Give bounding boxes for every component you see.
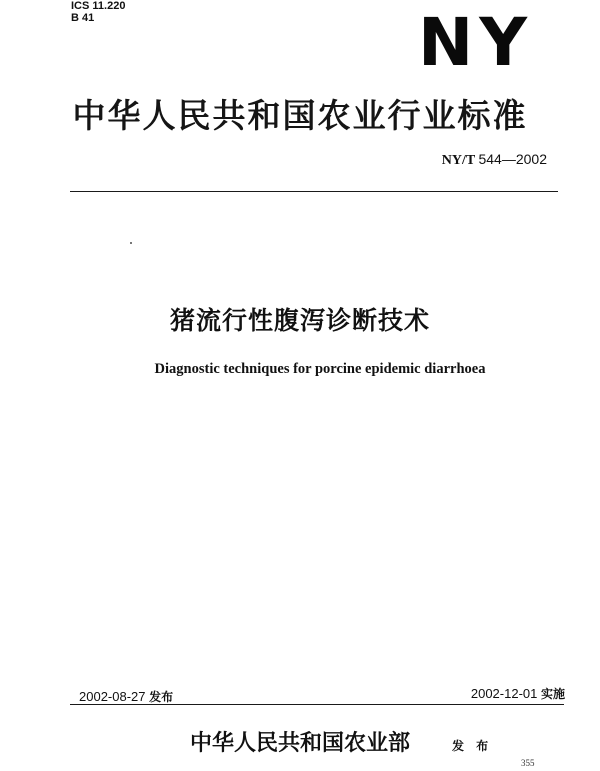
ccs-code: B 41 [71,12,95,24]
scan-speck [130,242,132,244]
implement-date-value: 2002-12-01 [470,686,538,701]
standard-type-heading: 中华人民共和国农业行业标准 [72,96,528,135]
english-title: Diagnostic techniques for porcine epidemic diarrhoea [154,361,486,377]
page-number: 355 [521,758,535,768]
ny-logo: NY [418,4,534,81]
ics-code: ICS 11.220 [71,0,126,12]
top-divider [70,191,558,192]
issue-label: 发布 [149,690,174,704]
implement-label: 实施 [540,687,565,701]
implementation-date [471,686,565,702]
standard-code [442,150,547,170]
issue-date [79,689,173,705]
bottom-divider [70,704,564,705]
issuing-authority: 中华人民共和国农业部 [189,731,410,756]
publish-label: 发 布 [452,739,493,753]
standard-code-prefix: NY/T [441,153,475,168]
chinese-title: 猪流行性腹泻诊断技术 [169,306,430,335]
issue-date-value: 2002-08-27 [79,689,146,704]
standard-code-number: 544—2002 [478,151,547,167]
